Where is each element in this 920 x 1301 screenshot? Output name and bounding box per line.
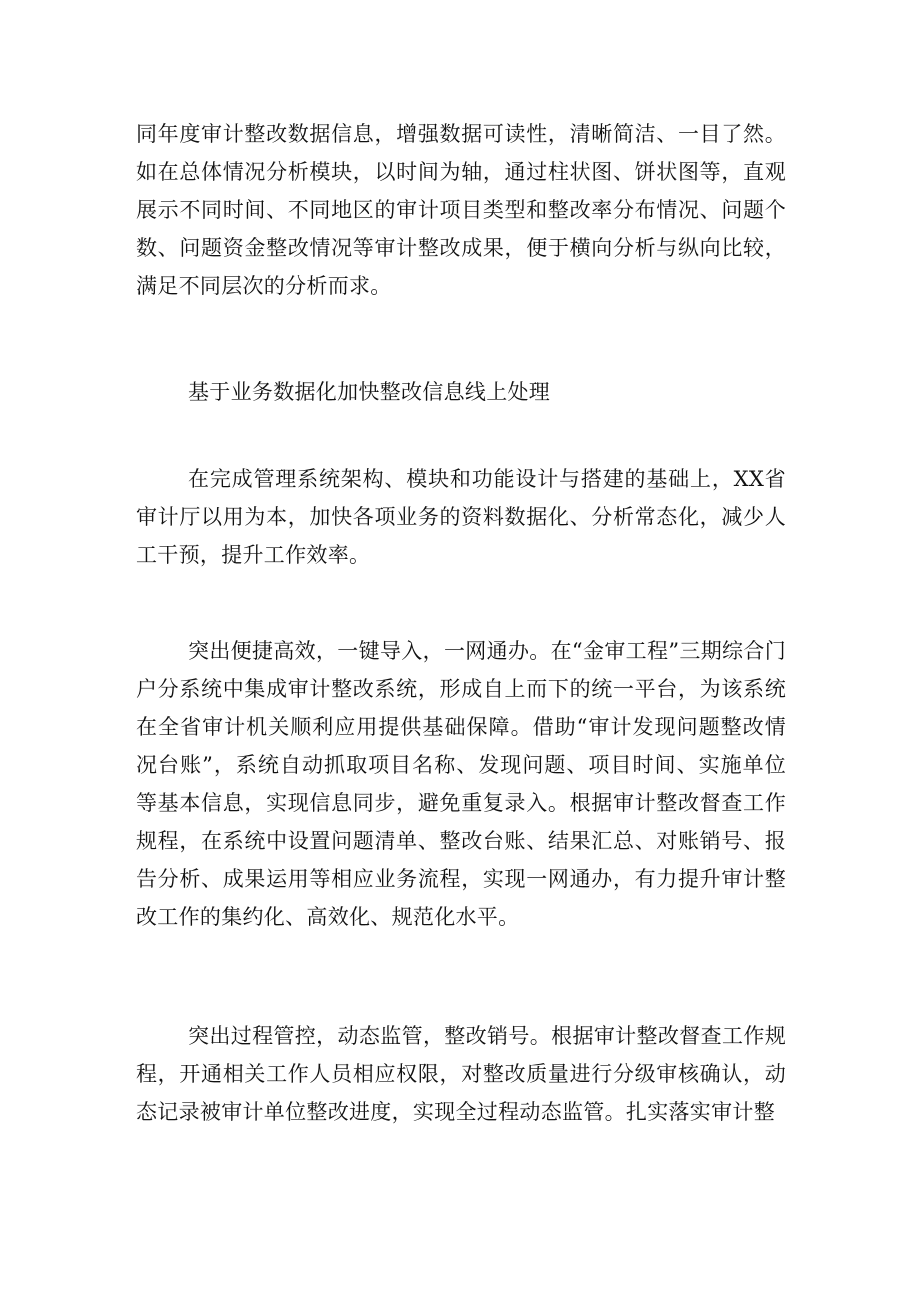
body-paragraph-continued: 同年度审计整改数据信息，增强数据可读性，清晰简洁、一目了然。如在总体情况分析模块，以时间为轴，通过柱状图、饼状图等，直观展示不同时间、不同地区的审计项目类型和整改率分布情况、问题个数、问题资金整改情况等审计整改成果，便于横向分析与纵向比较，满足不同层次的分析而求。	[136, 122, 786, 298]
body-paragraph: 在完成管理系统架构、模块和功能设计与搭建的基础上，XX省审计厅以用为本，加快各项业务的资料数据化、分析常态化，减少人工干预，提升工作效率。	[136, 467, 786, 567]
section-heading: 基于业务数据化加快整改信息线上处理	[188, 380, 551, 404]
body-paragraph: 突出便捷高效，一键导入，一网通办。在“金审工程”三期综合门户分系统中集成审计整改系统，形成自上而下的统一平台，为该系统在全省审计机关顺利应用提供基础保障。借助“审计发现问题整改情况台账”，系统自动抓取项目名称、发现问题、项目时间、实施单位等基本信息，实现信息同步，避免重复录入。根据审计整改督查工作规程，在系统中设置问题清单、整改台账、结果汇总、对账销号、报告分析、成果运用等相应业务流程，实现一网通办，有力提升审计整改工作的集约化、高效化、规范化水平。	[136, 639, 786, 929]
body-paragraph: 突出过程管控，动态监管，整改销号。根据审计整改督查工作规程，开通相关工作人员相应权限，对整改质量进行分级审核确认，动态记录被审计单位整改进度，实现全过程动态监管。扎实落实审计整	[136, 1024, 786, 1124]
